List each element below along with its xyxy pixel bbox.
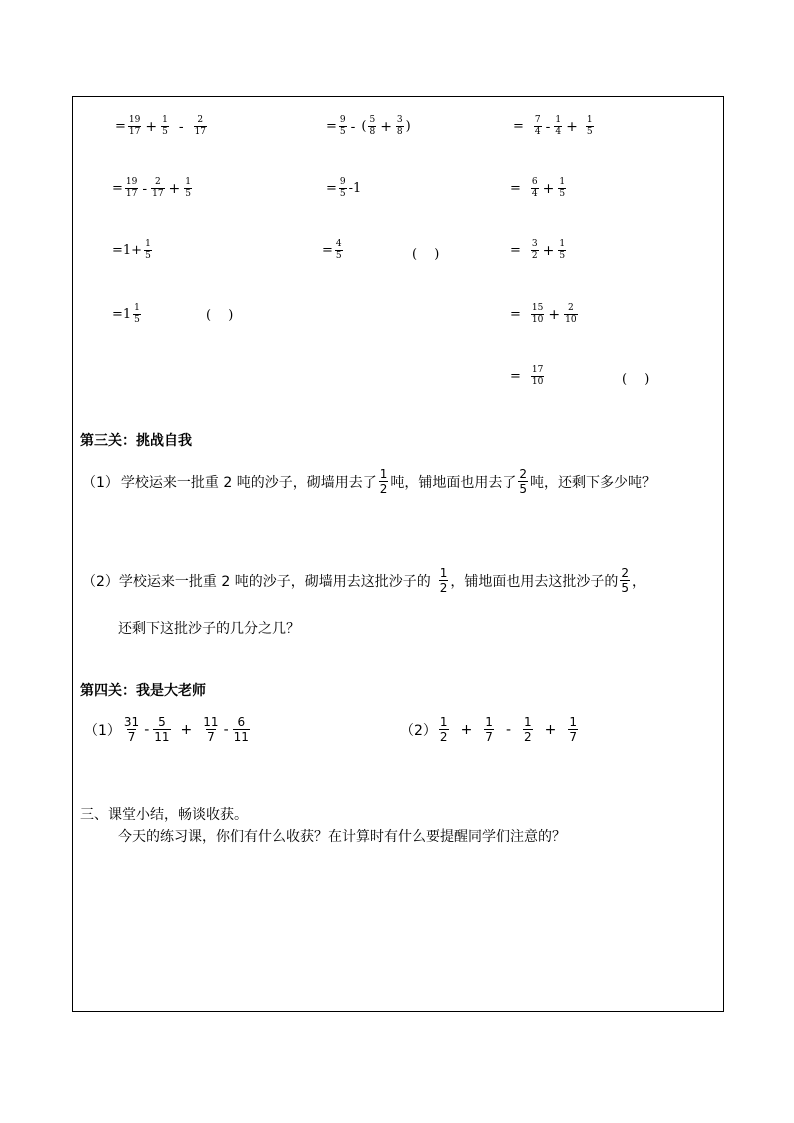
section3-question2-line2: 还剩下这批沙子的几分之几？ [118,621,300,637]
denominator: 8 [369,127,376,137]
fraction [379,468,389,495]
fraction [194,116,207,137]
fraction [558,240,566,261]
denominator: 5 [134,315,140,325]
summary-title: 三、课堂小结，畅谈收获。 [80,807,248,823]
numerator: 1 [559,239,566,249]
fraction [620,567,630,594]
fraction [125,178,138,199]
denominator: 11 [154,730,170,744]
operator: + [460,721,473,738]
answer-blank[interactable]: ( ) [206,308,234,323]
section4-title: 第四关：我是大老师 [80,683,206,699]
denominator: 2 [524,730,532,744]
col1-row1 [115,116,209,137]
denominator: 7 [127,730,136,744]
equals-sign: = [326,181,337,196]
question-text: 吨，还剩下多少吨？ [530,474,657,491]
numerator: 1 [379,467,388,481]
fraction [128,116,141,137]
col2-row3 [322,240,345,261]
answer-blank[interactable]: ( ) [622,372,650,387]
col2-row2 [326,178,361,199]
numerator: 19 [125,177,138,187]
operator: + [145,118,158,135]
problem-number: （1） [84,722,121,739]
denominator: 7 [485,730,493,744]
numerator: 1 [145,239,151,249]
col1-row3 [112,240,154,261]
operator: + [180,721,193,738]
section4-problem1 [84,716,252,743]
denominator: 5 [519,482,528,496]
fraction [439,716,449,743]
operator: + [544,721,557,738]
question-number: （2） [82,573,119,590]
section3-question1 [82,468,656,495]
operator: - [223,721,229,738]
numerator: 2 [567,303,574,313]
denominator: 4 [531,189,538,199]
paren-open: ( [361,119,367,134]
fraction [484,716,494,743]
col3-row4 [510,304,580,325]
fraction [144,240,152,261]
denominator: 17 [194,127,207,137]
fraction [153,716,170,743]
numerator: 3 [531,239,538,249]
question-text: 吨，铺地面也用去了 [390,474,517,491]
fraction [439,567,449,594]
equals-sign: = [510,243,521,258]
question-number: （1） [82,474,119,491]
numerator: 2 [154,177,161,187]
col3-row2 [510,178,568,199]
denominator: 10 [531,315,544,325]
denominator: 7 [207,730,215,744]
numerator: 1 [185,177,192,187]
denominator: 7 [569,730,578,744]
numerator: 11 [203,715,219,729]
numerator: 1 [524,715,532,729]
fraction [151,178,164,199]
denominator: 8 [396,127,403,137]
denominator: 5 [339,127,346,137]
denominator: 5 [559,189,566,199]
expression-tail: -1 [348,181,362,196]
operator: + [542,242,555,259]
denominator: 5 [162,127,168,137]
fraction [368,116,376,137]
equals-sign: = [510,369,521,384]
numerator: 1 [555,115,562,125]
denominator: 10 [565,315,577,325]
numerator: 31 [123,715,140,729]
fraction [133,304,141,325]
equals-sign: = [112,181,123,196]
fraction [558,178,566,199]
numerator: 1 [439,715,448,729]
problem-number: （2） [400,722,437,739]
fraction [531,304,544,325]
denominator: 2 [439,730,448,744]
fraction [564,304,577,325]
equals-sign: =1+ [112,243,143,258]
denominator: 4 [555,127,562,137]
operator: + [566,118,578,135]
worksheet-frame [72,96,724,1012]
denominator: 5 [145,251,151,261]
numerator: 15 [531,303,544,313]
fraction [123,716,140,743]
fraction [233,716,250,743]
section3-title: 第三关：挑战自我 [80,433,192,449]
numerator: 5 [369,115,376,125]
numerator: 1 [134,303,140,313]
fraction [518,468,528,495]
operator: - [505,721,511,738]
question-text: ， [632,573,647,590]
denominator: 10 [531,377,544,387]
fraction [586,116,594,137]
equals-sign: = [115,119,126,134]
fraction [396,116,404,137]
denominator: 5 [559,251,566,261]
numerator: 2 [519,467,528,481]
equals-sign: =1 [112,307,132,322]
fraction [161,116,169,137]
question-text: 学校运来一批重 2 吨的沙子，砌墙用去这批沙子的 [118,573,431,590]
operator: - [545,118,551,135]
numerator: 1 [439,566,448,580]
numerator: 4 [335,239,342,249]
fraction [523,716,533,743]
equals-sign: = [510,181,521,196]
numerator: 6 [531,177,538,187]
numerator: 1 [569,715,578,729]
operator: - [350,118,356,135]
fraction [554,116,562,137]
operator: - [178,118,184,135]
denominator: 17 [128,127,141,137]
question-text: ，铺地面也用去这批沙子的 [450,573,619,590]
denominator: 17 [125,189,138,199]
equals-sign: = [513,119,524,134]
col3-row3 [510,240,568,261]
paren-close: ) [405,119,411,134]
numerator: 3 [396,115,403,125]
numerator: 1 [162,115,168,125]
fraction [339,178,347,199]
fraction [339,116,347,137]
denominator: 5 [335,251,342,261]
section3-question2 [82,567,646,594]
denominator: 4 [534,127,541,137]
numerator: 5 [158,715,166,729]
denominator: 2 [439,581,448,595]
col1-row4 [112,304,143,325]
numerator: 1 [586,115,593,125]
denominator: 17 [152,189,164,199]
equals-sign: = [322,243,333,258]
fraction [184,178,192,199]
numerator: 9 [339,177,346,187]
fraction [335,240,343,261]
operator: - [142,180,148,197]
denominator: 5 [586,127,593,137]
fraction [531,366,544,387]
section4-problem2 [400,716,580,743]
operator: + [380,118,392,135]
fraction [531,240,539,261]
question-text: 学校运来一批重 2 吨的沙子，砌墙用去了 [120,474,377,491]
operator: - [144,721,150,738]
numerator: 1 [485,715,493,729]
fraction [534,116,542,137]
denominator: 2 [531,251,538,261]
numerator: 2 [621,566,630,580]
denominator: 5 [185,189,192,199]
numerator: 7 [534,115,541,125]
col3-row5 [510,366,546,387]
answer-blank[interactable]: ( ) [412,247,440,262]
numerator: 17 [531,365,544,375]
equals-sign: = [510,307,521,322]
numerator: 6 [237,715,246,729]
numerator: 1 [559,177,566,187]
numerator: 2 [197,115,204,125]
fraction [568,716,578,743]
fraction [531,178,539,199]
summary-text: 今天的练习课，你们有什么收获？在计算时有什么要提醒同学们注意的？ [118,829,566,845]
col1-row2 [112,178,194,199]
denominator: 5 [339,189,346,199]
denominator: 11 [233,730,249,744]
numerator: 19 [128,115,141,125]
col3-row1 [513,116,596,137]
denominator: 2 [379,482,388,496]
operator: + [542,180,555,197]
operator: + [548,306,561,323]
denominator: 5 [621,581,630,595]
numerator: 9 [339,115,346,125]
equals-sign: = [326,119,337,134]
operator: + [168,180,181,197]
fraction [202,716,219,743]
col2-row1 [326,116,411,137]
